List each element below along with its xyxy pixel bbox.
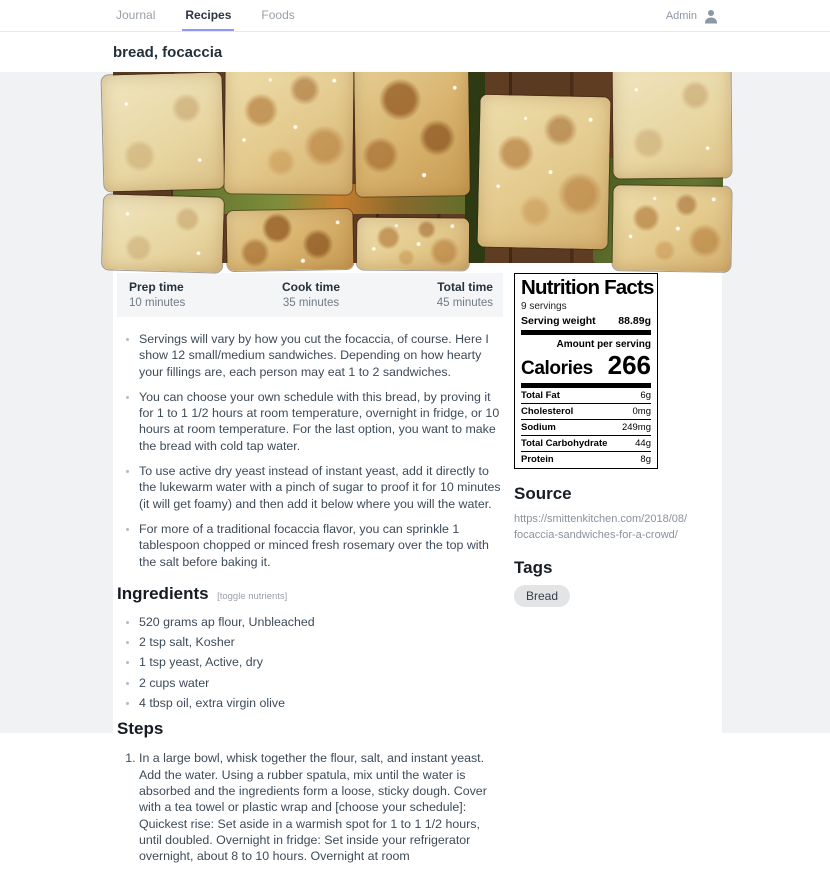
cook-time-value: 35 minutes (282, 297, 340, 309)
nutrient-label: Protein (521, 453, 554, 465)
nutrient-label: Total Fat (521, 389, 560, 401)
bread-piece (102, 194, 224, 272)
calories-value: 266 (607, 349, 651, 380)
serving-weight-row (521, 315, 651, 335)
nutrient-value: 0mg (632, 405, 651, 417)
source-heading: Source (514, 483, 572, 503)
tab-journal[interactable]: Journal (116, 7, 156, 22)
app-bar (0, 0, 830, 32)
bread-piece (354, 57, 470, 197)
nutrient-value: 44g (635, 437, 651, 449)
step-item: 1. In a large bowl, whisk together the flour, salt, and instant yeast. Add the water. Using a rubber spatula, mix until the water is absorbed and the ingredients form a loose, sticky dough. Cover with a tea towel or plastic wrap and [choose your schedule]: Quickest rise: Set aside in a warmish spot for 1 to 1 1/2 hours, until doubled. Overnight in fridge: Set inside your refrigerator overnight, about 8 to 10 hours. Overnight at room (139, 750, 503, 864)
nutrient-row (521, 388, 651, 404)
nutrition-title: Nutrition Facts (521, 276, 654, 299)
amount-per-serving-label: Amount per serving (556, 338, 651, 350)
tab-recipes[interactable]: Recipes (182, 0, 234, 31)
tag-chip-bread[interactable]: Bread (514, 585, 570, 607)
steps-section-header (117, 719, 503, 739)
bread-piece (102, 72, 225, 191)
ingredient-list (117, 614, 503, 711)
bread-piece (477, 95, 610, 250)
note-item: Servings will vary by how you cut the focaccia, of course. Here I show 12 small/medium sandwiches. Depending on how hearty your fillings are, each person may eat 1 to 2 sandwiches. (117, 331, 503, 380)
nutrient-row (521, 452, 651, 468)
title-row (0, 32, 830, 72)
bread-piece (612, 59, 731, 178)
prep-time-label: Prep time (129, 280, 184, 294)
cook-time-label: Cook time (281, 280, 340, 294)
nutrient-value: 8g (640, 453, 651, 465)
note-item: For more of a traditional focaccia flavor, you can sprinkle 1 tablespoon chopped or minced fresh rosemary over the top with the salt before baking it. (117, 521, 503, 570)
toggle-nutrients-link[interactable]: [toggle nutrients] (217, 590, 288, 602)
bread-piece (224, 59, 353, 194)
page-title: bread, focaccia (113, 44, 223, 61)
ingredient-item: 4 tbsp oil, extra virgin olive (117, 695, 503, 711)
tab-foods[interactable]: Foods (261, 7, 295, 22)
user-avatar-icon (702, 7, 720, 25)
note-item: To use active dry yeast instead of instant yeast, add it directly to the lukewarm water with a pinch of sugar to proof it for 10 minutes (it will get foamy) and then add it below where you will the water. (117, 463, 503, 512)
bread-piece (357, 218, 469, 271)
recipe-sidebar (514, 273, 718, 864)
nutrition-servings: 9 servings (521, 300, 567, 312)
recipe-notes (117, 331, 503, 570)
calories-label: Calories (521, 357, 593, 379)
user-name: Admin (665, 9, 697, 22)
note-item: You can choose your own schedule with this bread, by proving it for 1 to 1 1/2 hours at room temperature, overnight in fridge, or 10 hours at room temperature. For the last option, you want to make the bread with cold tap water. (117, 389, 503, 454)
nutrition-facts-panel (514, 273, 658, 469)
ingredient-item: 1 tsp yeast, Active, dry (117, 654, 503, 670)
nutrient-row (521, 420, 651, 436)
nutrient-value: 249mg (621, 421, 651, 433)
bread-piece (226, 209, 353, 271)
total-time-label: Total time (437, 280, 493, 294)
serving-weight-value: 88.89g (618, 314, 651, 327)
nutrient-row (521, 404, 651, 420)
ingredient-item: 2 tsp salt, Kosher (117, 634, 503, 650)
recipe-card (113, 68, 722, 890)
steps-heading: Steps (117, 719, 164, 739)
total-time-value: 45 minutes (436, 297, 493, 309)
total-time (372, 280, 493, 309)
prep-time (129, 280, 250, 309)
source-url-link[interactable]: https://smittenkitchen.com/2018/08/focaccia-sandwiches-for-a-crowd/ (514, 512, 688, 541)
nutrient-value: 6g (640, 389, 651, 401)
step-list (117, 750, 503, 864)
nutrient-label: Cholesterol (521, 405, 574, 417)
cook-time (250, 280, 371, 309)
user-menu[interactable] (666, 0, 720, 31)
ingredient-item: 2 cups water (117, 675, 503, 691)
ingredients-heading: Ingredients (117, 583, 209, 603)
tags-heading: Tags (514, 557, 553, 577)
calories-row (521, 350, 651, 388)
recipe-body (117, 273, 503, 864)
time-summary (117, 273, 503, 317)
nutrient-label: Sodium (521, 421, 556, 433)
ingredients-section-header (117, 584, 503, 604)
nutrient-row (521, 436, 651, 452)
serving-weight-label: Serving weight (521, 314, 596, 327)
prep-time-value: 10 minutes (129, 297, 186, 309)
ingredient-item: 520 grams ap flour, Unbleached (117, 614, 503, 630)
recipe-photo (113, 68, 722, 263)
nutrient-label: Total Carbohydrate (521, 437, 608, 449)
bread-piece (612, 185, 731, 272)
